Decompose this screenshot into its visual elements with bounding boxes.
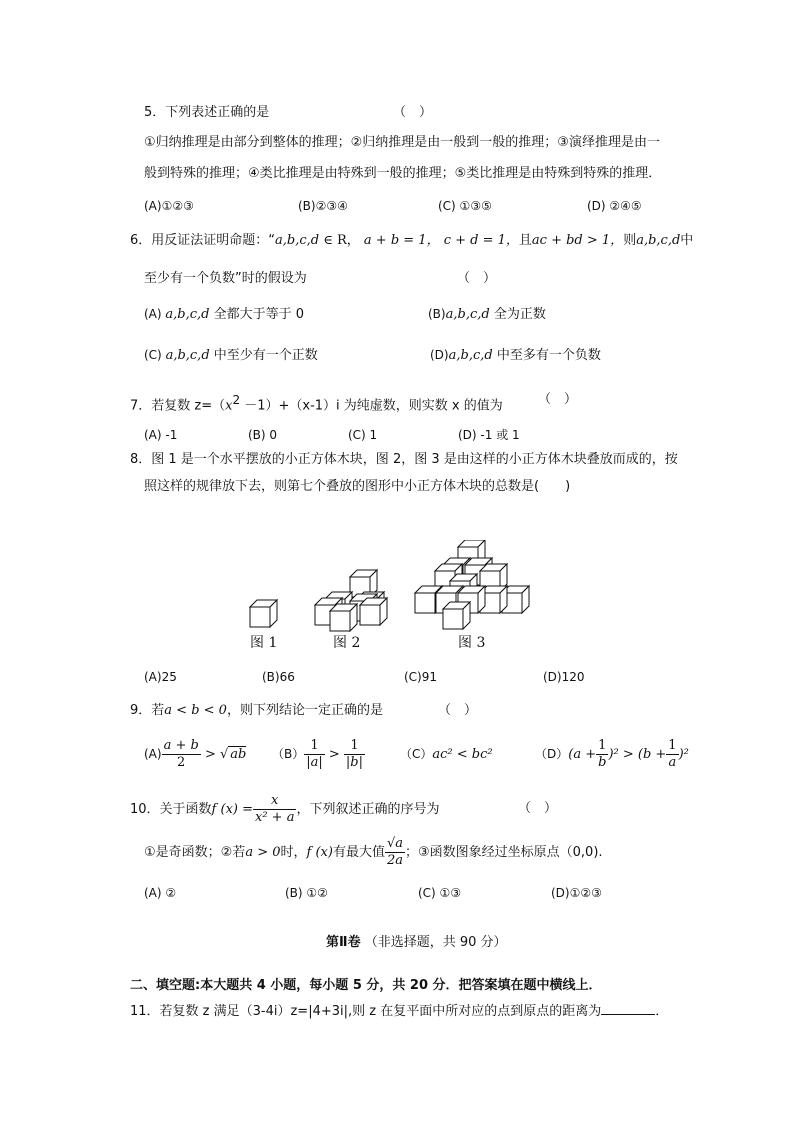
q5-stem — [144, 104, 269, 122]
q7-x: x — [225, 398, 233, 414]
q6-option-a-text: 全都大于等于 0 — [209, 307, 305, 322]
q8-line1: 8．图 1 是一个水平摆放的小正方体木块，图 2，图 3 是由这样的小正方体木块叠放而成的，按 — [130, 452, 678, 467]
q6-paren: （ ） — [457, 271, 497, 286]
section2-title-rest: （非选择题，共 90 分） — [364, 935, 507, 950]
q6-option-a — [144, 305, 304, 324]
q7-stem-suffix: －1）+（x-1）i 为纯虚数，则实数 x 的值为 — [240, 398, 503, 414]
q5-option-b: (B)②③④ — [298, 199, 348, 213]
figure1-caption: 图 1 — [250, 635, 278, 651]
q9-option-a-denominator: 2 — [162, 754, 201, 771]
q11-end: ． — [655, 1004, 669, 1019]
q9-option-b-gt: > — [324, 747, 344, 762]
q9-option-d-label: （D） — [535, 747, 569, 761]
q6-option-d-vars: a,b,c,d — [448, 348, 493, 363]
figure3-cubes — [415, 540, 529, 629]
q10-function-name: f (x) = — [211, 802, 253, 817]
q7-exponent: 2 — [232, 393, 241, 407]
q6-option-a-label: (A) — [144, 307, 166, 321]
section2-title-bold: 第Ⅱ卷 — [326, 935, 361, 950]
q10-body-max-numerator: √a — [386, 836, 403, 851]
q6-option-c-label: (C) — [144, 348, 166, 362]
q10-option-b: (B) ①② — [285, 886, 328, 900]
q5-stem-text: 5．下列表述正确的是 — [144, 105, 270, 120]
q6-in-r: ∈ R， — [319, 233, 360, 248]
q10-stem-suffix: ，下列叙述正确的序号为 — [296, 802, 440, 817]
q5-option-d: (D) ②④⑤ — [587, 199, 642, 213]
q9-option-b-num1: 1 — [310, 738, 319, 753]
q9-option-a-numerator: a + b — [163, 738, 199, 753]
figure3-caption: 图 3 — [458, 635, 486, 651]
q10-option-d: (D)①②③ — [551, 886, 602, 900]
q10-function-fraction — [253, 793, 296, 826]
q5-paren: （ ） — [393, 105, 433, 120]
q5-body-line2: 般到特殊的推理；④类比推理是由特殊到一般的推理；⑤类比推理是由特殊到特殊的推理． — [144, 166, 662, 181]
q10-body-suffix: ；③函数图象经过坐标原点（0,0). — [405, 845, 603, 860]
q7-paren: （ ） — [538, 392, 578, 407]
q9-option-b-num2: 1 — [350, 738, 359, 753]
q6-option-c-text: 中至少有一个正数 — [209, 348, 318, 363]
q5-body-line1: ①归纳推理是由部分到整体的推理；②归纳推理是由一般到一般的推理；③演绎推理是由一 — [144, 135, 660, 150]
q8-option-b: (B)66 — [262, 670, 295, 684]
q8-line2: 照这样的规律放下去，则第七个叠放的图形中小正方体木块的总数是( ) — [144, 479, 571, 494]
q6-cond3: ac + bd > 1， — [531, 233, 624, 248]
q9-option-d-den2: a — [666, 754, 678, 771]
q9-option-a-label: (A) — [144, 747, 162, 761]
q8-option-c: (C)91 — [404, 670, 438, 684]
q10-option-c: (C) ①③ — [418, 886, 462, 900]
q6-option-c — [144, 346, 318, 365]
q6-option-d-text: 中至多有一个负数 — [492, 348, 601, 363]
q9-option-d-post: )² — [678, 747, 689, 762]
q9-option-d-fraction2 — [666, 738, 678, 771]
q8-figure — [240, 540, 550, 640]
q9-stem-suffix: ，则下列结论一定正确的是 — [226, 703, 383, 718]
q9-stem-prefix: 9．若 — [130, 703, 165, 718]
q5-option-c: (C) ①③⑤ — [438, 199, 492, 213]
q9-option-b-fraction1 — [304, 738, 325, 771]
q10-stem — [130, 793, 439, 827]
q7-stem-prefix: 7．若复数 z=（ — [130, 398, 226, 414]
q6-option-c-vars: a,b,c,d — [165, 348, 210, 363]
q10-function-numerator: x — [271, 793, 279, 808]
figure2-caption: 图 2 — [333, 635, 361, 651]
q9-option-d — [535, 737, 689, 772]
q9-option-d-den1: b — [598, 755, 607, 770]
q6-option-a-vars: a,b,c,d — [165, 307, 210, 322]
q11-text: 11．若复数 z 满足（3-4i）z=|4+3i|,则 z 在复平面中所对应的点到原点的距离为 — [130, 1004, 602, 1019]
q9-option-b-label: （B） — [272, 747, 305, 761]
q6-option-d — [430, 346, 601, 365]
q6-option-b-text: 全为正数 — [489, 307, 546, 322]
q9-option-d-mid: )² > (b + — [608, 747, 667, 762]
q9-option-a-fraction — [162, 738, 201, 771]
q6-option-b-label: (B) — [428, 307, 446, 321]
q10-function-denominator: x² + a — [255, 810, 295, 825]
q9-option-c-expr: ac² < bc² — [432, 747, 493, 762]
q9-option-d-num2: 1 — [668, 738, 677, 753]
q6-then: 则 — [623, 233, 637, 248]
q9-option-a: (A) $\frac{a + b}{2}$ > √ ab — [144, 738, 247, 770]
q6-option-b — [428, 305, 546, 324]
q10-body — [144, 836, 603, 870]
figure2-cubes — [315, 570, 387, 631]
q7-option-d: (D) -1 或 1 — [458, 428, 520, 442]
q10-body-max-label: 有最大值 — [332, 845, 385, 860]
q10-body-condition: a > 0 — [245, 845, 281, 860]
q8-option-d: (D)120 — [543, 670, 585, 684]
q7-option-b: (B) 0 — [248, 428, 278, 442]
q10-body-mid: 时， — [280, 845, 307, 860]
q9-stem — [130, 702, 383, 720]
q6-option-d-label: (D) — [430, 348, 449, 362]
q9-option-a-gt: > — [200, 747, 220, 762]
q11-stem — [130, 1002, 668, 1021]
q11-answer-blank[interactable] — [601, 1002, 655, 1015]
q10-body-max-denominator: 2a — [385, 852, 405, 869]
q6-cond2: c + d = 1， — [439, 233, 519, 248]
q9-option-d-pre: (a + — [568, 747, 597, 762]
q10-body-fx: f (x) — [306, 845, 333, 860]
q6-mid: 中 — [680, 233, 694, 248]
q9-option-b-fraction2 — [344, 738, 365, 771]
q9-option-c — [400, 745, 493, 764]
q10-body-prefix: ①是奇函数；②若 — [144, 845, 246, 860]
q6-option-b-vars: a,b,c,d — [445, 307, 490, 322]
section2-title — [326, 934, 507, 952]
q6-cond1: a + b = 1， — [359, 233, 440, 248]
q8-option-a: (A)25 — [144, 670, 177, 684]
q9-option-d-fraction1 — [596, 738, 608, 771]
q6-line2: 至少有一个负数”时的假设为 — [144, 271, 307, 286]
figure1-cube — [250, 600, 277, 627]
q7-stem — [130, 391, 503, 415]
q9-condition: a < b < 0 — [164, 703, 227, 718]
q6-and: 且 — [518, 233, 532, 248]
q7-option-c: (C) 1 — [348, 428, 378, 442]
q10-stem-prefix: 10．关于函数 — [130, 802, 212, 817]
q10-paren: （ ） — [518, 801, 558, 816]
q6-vars: a,b,c,d — [275, 233, 320, 248]
q10-option-a: (A) ② — [144, 886, 177, 900]
q6-stem — [130, 232, 693, 250]
q9-option-a-sqrt: ab — [230, 747, 247, 762]
q6-stem-prefix: 6．用反证法证明命题：“ — [130, 233, 276, 248]
q9-option-b — [272, 737, 365, 772]
section2-part-title: 二、填空题:本大题共 4 小题，每小题 5 分，共 20 分．把答案填在题中横线上． — [130, 978, 602, 993]
q9-option-b-den2: |b| — [345, 755, 364, 770]
q10-body-max-fraction — [385, 836, 405, 869]
q9-option-d-num1: 1 — [598, 738, 607, 753]
q9-option-c-label: （C） — [400, 747, 433, 761]
q9-option-b-den1: |a| — [306, 755, 323, 770]
q6-vars2: a,b,c,d — [636, 233, 681, 248]
q5-option-a: (A)①②③ — [144, 199, 194, 213]
q7-option-a: (A) -1 — [144, 428, 178, 442]
q9-paren: （ ） — [438, 703, 478, 718]
